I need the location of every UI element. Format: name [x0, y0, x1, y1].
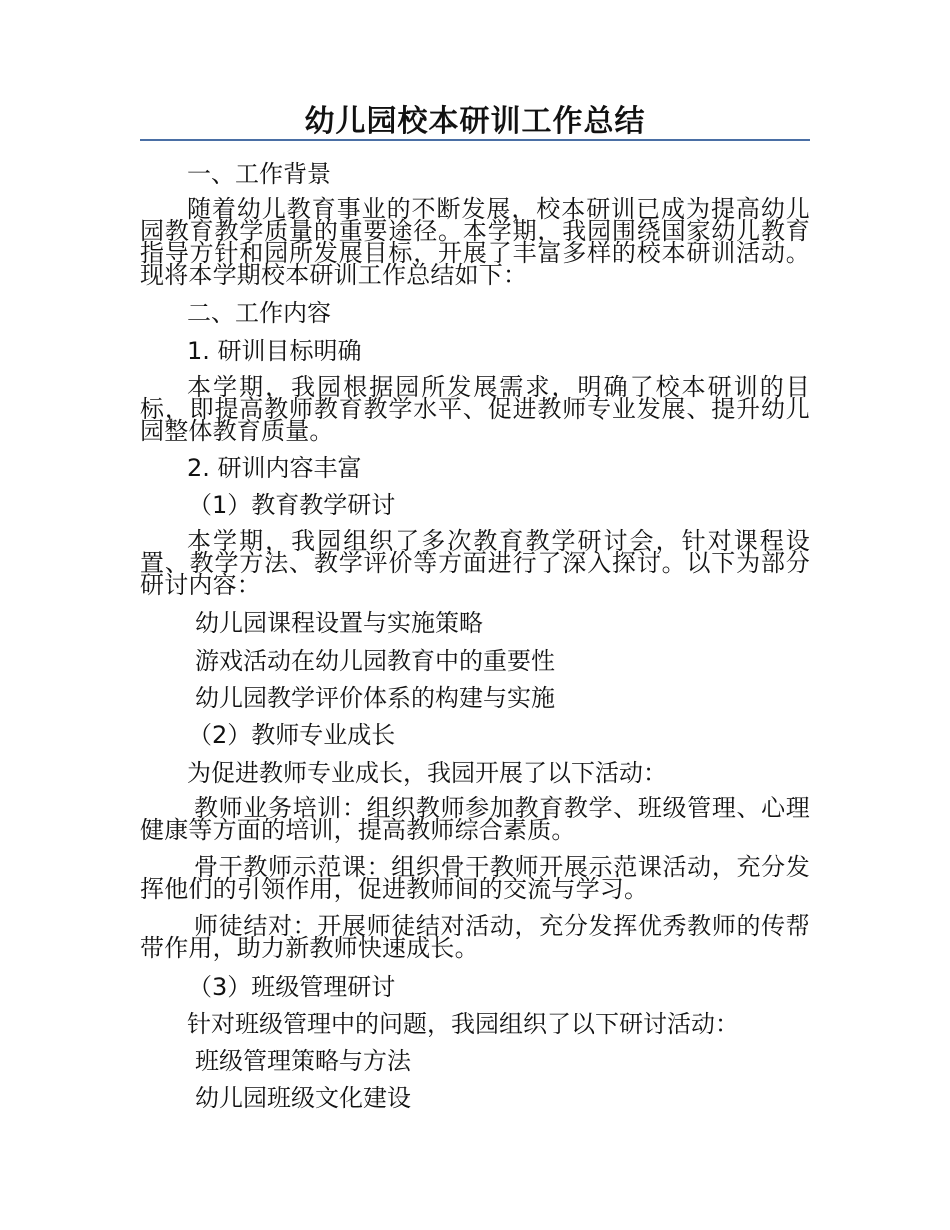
paragraph-class-management-intro: 针对班级管理中的问题，我园组织了以下研讨活动： — [187, 1010, 739, 1038]
section-heading-background: 一、工作背景 — [187, 160, 331, 188]
document-title: 幼儿园校本研训工作总结 — [304, 104, 646, 139]
item-heading-content: 2. 研训内容丰富 — [187, 454, 362, 482]
paragraph-teacher-growth-intro: 为促进教师专业成长，我园开展了以下活动： — [187, 759, 667, 787]
paragraph-teaching-research: 本学期，我园组织了多次教育教学研讨会，针对课程设置、教学方法、教学评价等方面进行了深入探讨。以下为部分研讨内容： — [140, 527, 810, 599]
list-item: 师徒结对：开展师徒结对活动，充分发挥优秀教师的传帮带作用，助力新教师快速成长。 — [140, 912, 810, 962]
list-item: 骨干教师示范课：组织骨干教师开展示范课活动，充分发挥他们的引领作用，促进教师间的交流与学习。 — [140, 853, 810, 903]
section-heading-content: 二、工作内容 — [187, 299, 331, 327]
subheading-teaching-research: （1）教育教学研讨 — [188, 491, 396, 519]
subheading-class-management: （3）班级管理研讨 — [188, 973, 396, 1001]
list-item: 幼儿园教学评价体系的构建与实施 — [195, 684, 555, 712]
item-heading-goals: 1. 研训目标明确 — [187, 337, 362, 365]
list-item: 教师业务培训：组织教师参加教育教学、班级管理、心理健康等方面的培训，提高教师综合素质。 — [140, 794, 810, 844]
paragraph-goals: 本学期，我园根据园所发展需求，明确了校本研训的目标，即提高教师教育教学水平、促进教师专业发展、提升幼儿园整体教育质量。 — [140, 373, 810, 445]
subheading-teacher-growth: （2）教师专业成长 — [188, 721, 396, 749]
list-item: 游戏活动在幼儿园教育中的重要性 — [195, 647, 555, 675]
paragraph-background: 随着幼儿教育事业的不断发展，校本研训已成为提高幼儿园教育教学质量的重要途径。本学期，我园围绕国家幼儿教育指导方针和园所发展目标，开展了丰富多样的校本研训活动。现将本学期校本研训工作总结如下： — [140, 195, 810, 289]
list-item: 幼儿园课程设置与实施策略 — [195, 609, 483, 637]
list-item: 幼儿园班级文化建设 — [195, 1084, 411, 1112]
list-item: 班级管理策略与方法 — [195, 1047, 411, 1075]
title-underline — [140, 139, 810, 141]
